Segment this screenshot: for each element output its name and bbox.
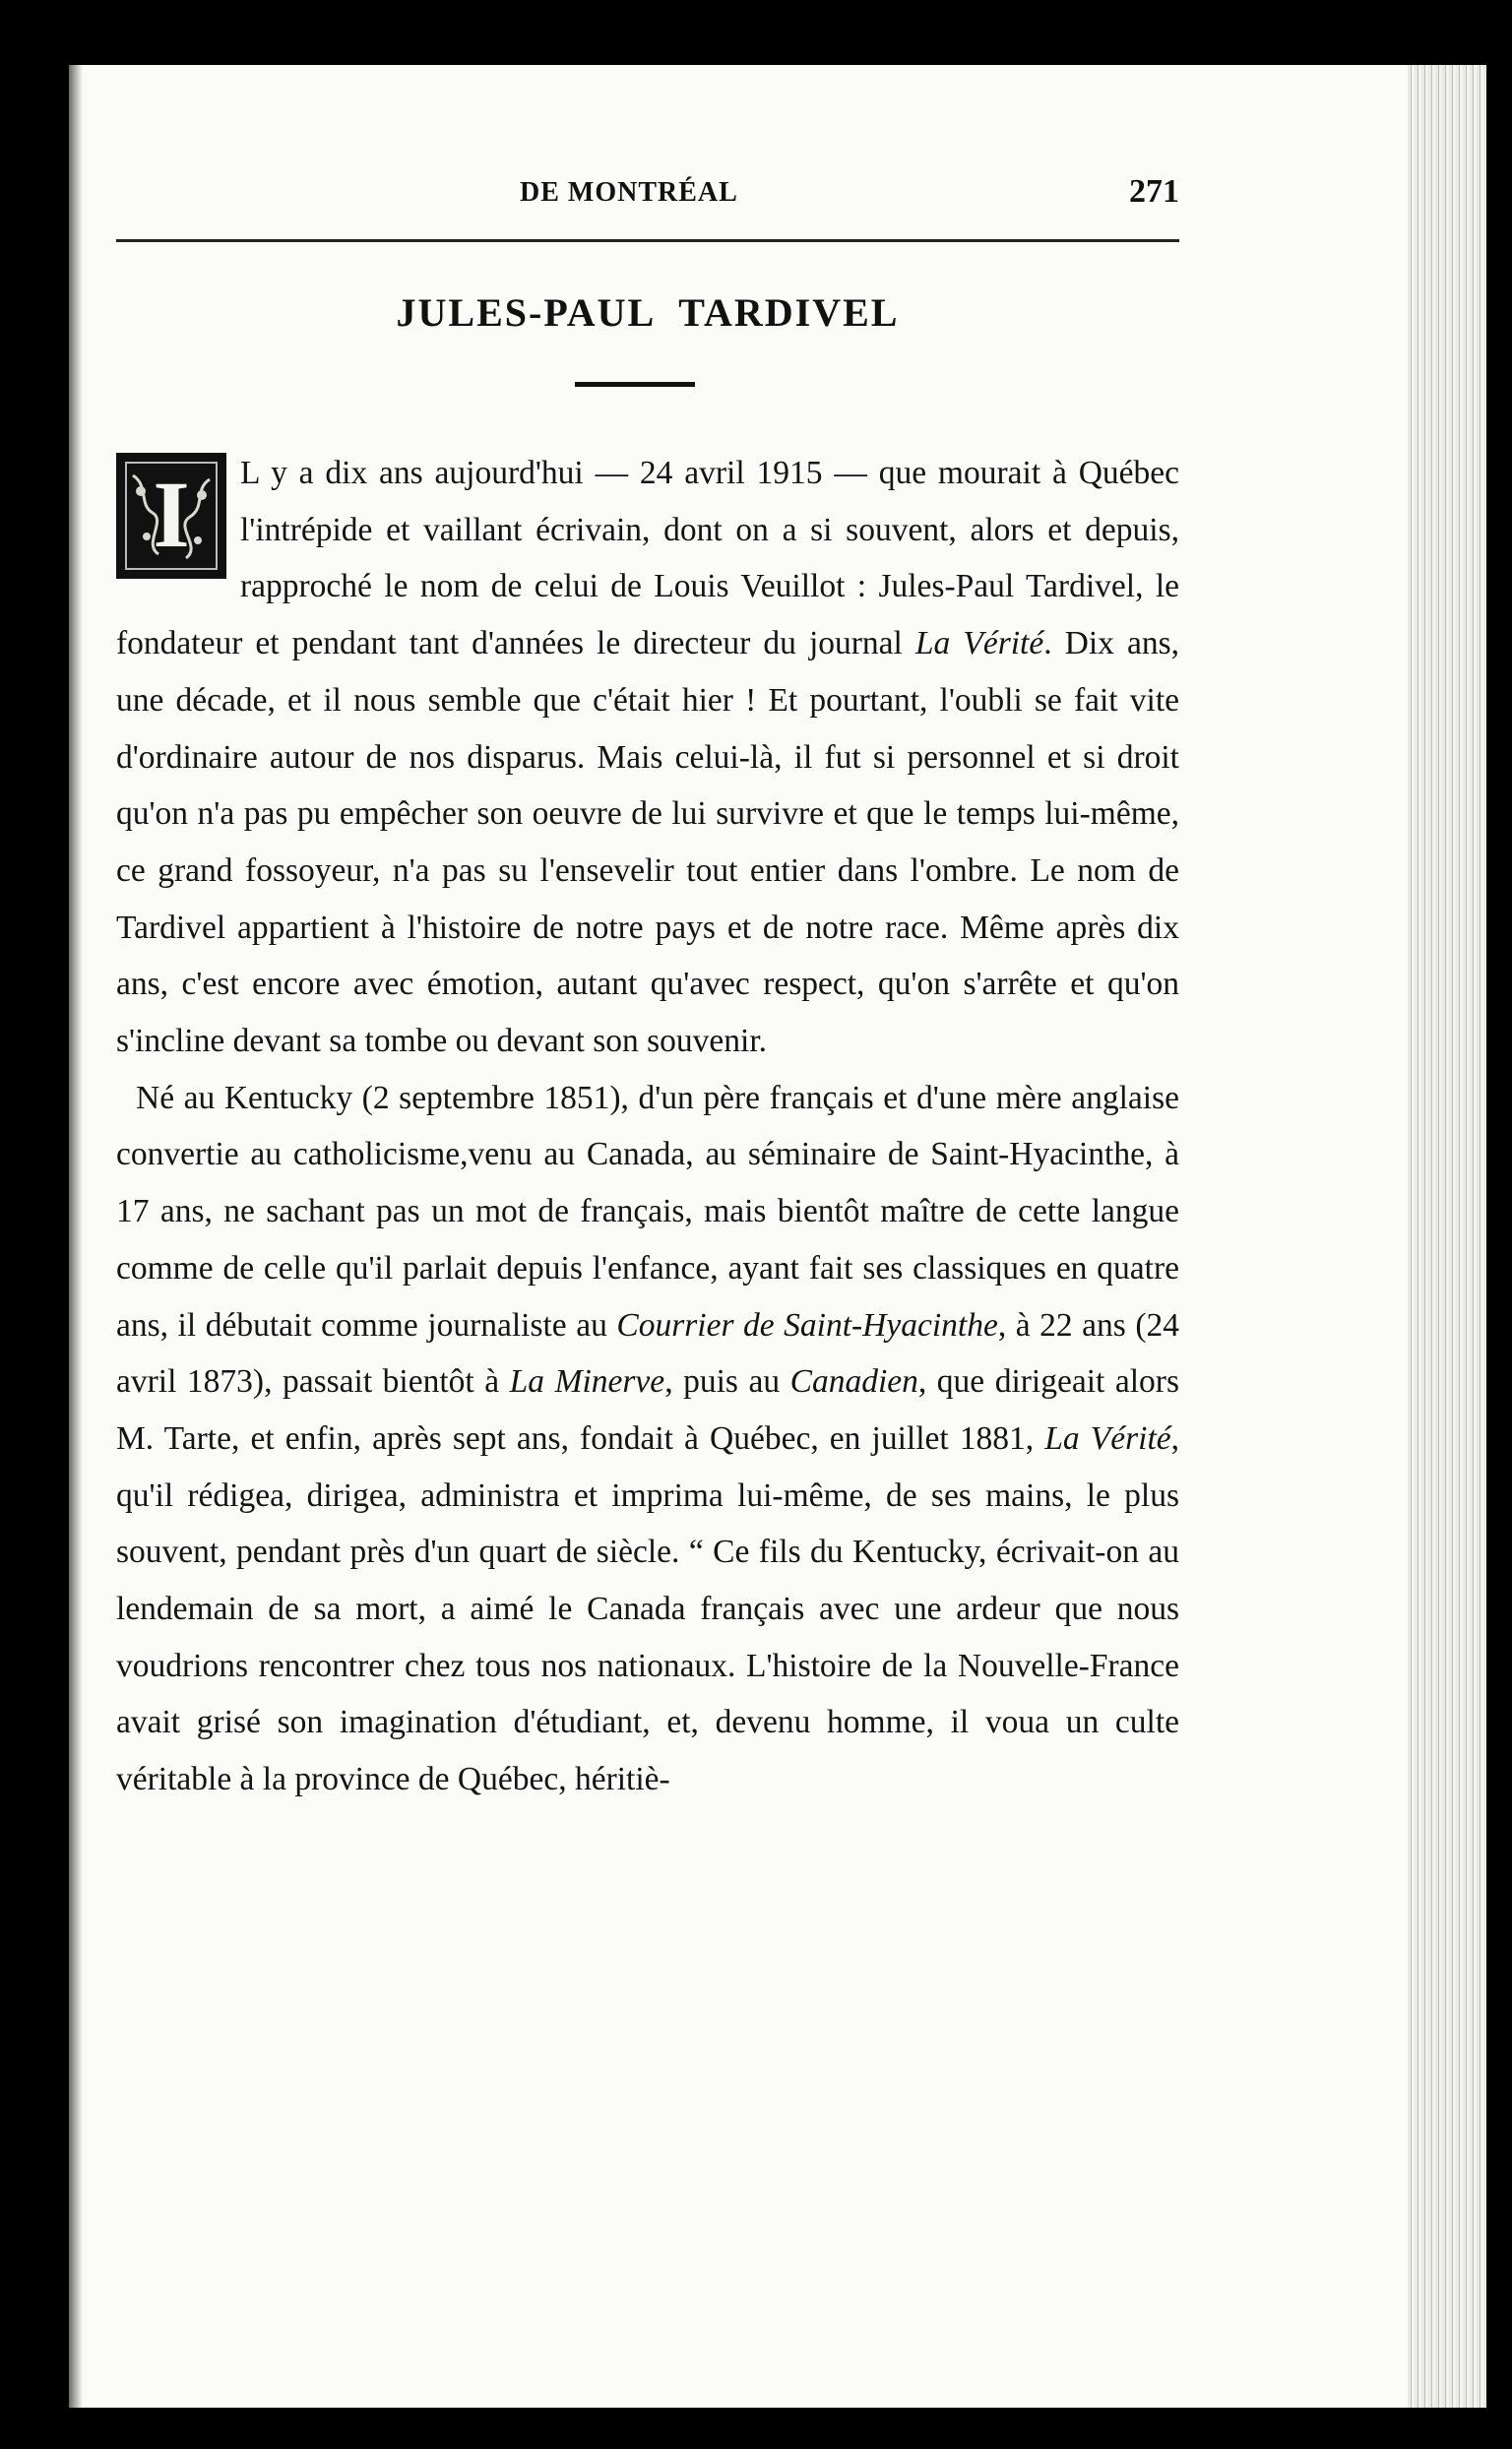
header-rule — [116, 239, 1179, 242]
title-rule — [575, 382, 695, 387]
running-head — [116, 173, 1179, 217]
italic-title-text: La Minerve — [509, 1363, 665, 1401]
paragraph-text — [116, 1080, 1179, 1797]
text-run: . Dix ans, une décade, et il nous semble que c'était hier ! Et pourtant, l'oubli se fait vite d'ordinaire autour de nos disparus. Mais celui-là, il fut si personnel et si droit qu'on n'a pas pu empêcher son oeuvre de lui survivre et que le temps lui-même, ce grand fossoyeur, n'a pas su l'ensevelir tout entier dans l'ombre. Le nom de Tardivel appartient à l'histoire de notre pays et de notre race. Même après dix ans, c'est encore avec émotion, autant qu'avec respect, qu'on s'arrête et qu'on s'incline devant sa tombe ou devant son souvenir. — [116, 625, 1180, 1060]
italic-title-text: La Vérité — [1044, 1419, 1171, 1457]
italic-title-text: Courrier de Saint-Hyacinthe — [616, 1306, 998, 1344]
text-run: , qu'il rédigea, dirigea, administra et imprima lui-même, de ses mains, le plus souvent, pendant près d'un quart de siècle. “ Ce fils du Kentucky, écrivait-on au lendemain de sa mort, a aimé le Canada français avec une ardeur que nous voudrions rencontrer chez tous nos nationaux. L'histoire de la Nouvelle-France avait grisé son imagination d'étudiant, et, devenu homme, il voua un culte véritable à la province de Québec, héritiè- — [116, 1419, 1179, 1798]
italic-title-text: Canadien — [789, 1363, 918, 1401]
running-title: DE MONTRÉAL — [520, 177, 738, 208]
drop-cap-letter: I — [153, 462, 190, 567]
page-number: 271 — [1129, 173, 1179, 210]
spine-shadow — [69, 65, 83, 2408]
text-run: Né au Kentucky (2 septembre 1851), d'un père français et d'une mère anglaise convertie au catholicisme,venu au Canada, au séminaire de Saint-Hyacinthe, à 17 ans, ne sachant pas un mot de français, mais bientôt maître de cette langue comme de celle qu'il parlait depuis l'enfance, ayant fait ses classiques en quatre ans, il débutait comme journaliste au — [116, 1079, 1179, 1344]
paragraph-text — [116, 455, 1179, 1059]
chapter-title: JULES-PAUL TARDIVEL — [396, 290, 900, 335]
text-run: , puis au — [664, 1363, 790, 1401]
text-run: , que dirigeait alors M. Tarte, et enfin, après sept ans, fondait à Québec, en juillet 1881, — [116, 1363, 1179, 1457]
italic-title-text: La Vérité — [914, 625, 1044, 662]
body-text — [116, 445, 1179, 1808]
text-run: , à 22 ans (24 avril 1873), passait bientôt à — [116, 1306, 1180, 1401]
paragraph — [116, 445, 1179, 1070]
drop-cap-ornament — [116, 453, 226, 579]
paragraph — [116, 1070, 1179, 1808]
page-edges — [1408, 65, 1486, 2408]
text-run: L y a dix ans aujourd'hui — 24 avril 1915 — que mourait à Québec l'intrépide et vaillant écrivain, dont on a si souvent, alors et depuis, rapproché le nom de celui de Louis Veuillot : Jules-Paul Tardivel, le fondateur et pendant tant d'années le directeur du journal — [116, 455, 1179, 662]
